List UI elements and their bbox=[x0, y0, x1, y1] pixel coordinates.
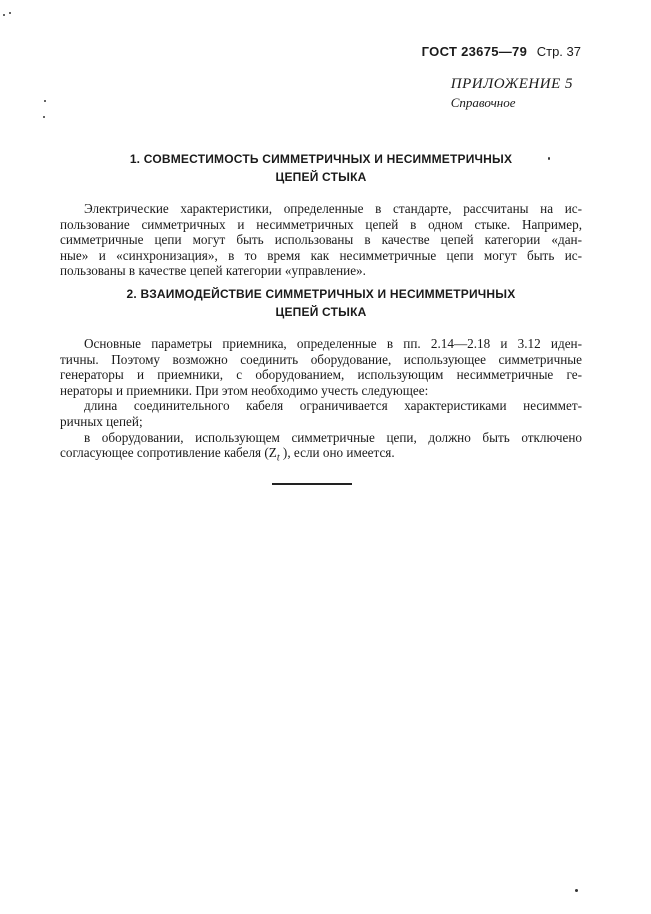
paragraph-line: генераторы и приемники, с оборудованием, использующим несимметричные ге- bbox=[60, 367, 582, 383]
appendix-subtitle: Справочное bbox=[450, 95, 516, 110]
section-2-heading bbox=[60, 285, 582, 321]
paragraph-line-formula bbox=[60, 445, 582, 466]
section-1-paragraph bbox=[60, 201, 582, 279]
scan-speck bbox=[548, 157, 550, 160]
section-1 bbox=[60, 150, 582, 279]
paragraph-line: в оборудовании, использующем симметричные цепи, должно быть отключено bbox=[84, 429, 582, 445]
section-1-heading-line2: ЦЕПЕЙ СТЫКА bbox=[275, 170, 367, 184]
section-2-paragraph bbox=[60, 336, 582, 466]
page-number: Стр. 37 bbox=[536, 44, 581, 59]
paragraph-line: ричных цепей; bbox=[60, 413, 143, 429]
formula-text-end: ), если оно имеется. bbox=[282, 445, 395, 461]
paragraph-line: длина соединительного кабеля ограничивается характеристиками несиммет- bbox=[84, 398, 582, 414]
paragraph-line: ные» и «синхронизация», в то время как несимметричные цепи могут быть ис- bbox=[60, 247, 582, 263]
appendix-label bbox=[451, 76, 573, 111]
section-2-heading-line1: 2. ВЗАИМОДЕЙСТВИЕ СИММЕТРИЧНЫХ И НЕСИММЕТРИЧНЫХ bbox=[126, 287, 516, 301]
end-rule-divider bbox=[272, 483, 352, 485]
appendix-title: ПРИЛОЖЕНИЕ 5 bbox=[450, 76, 573, 92]
section-2 bbox=[60, 285, 582, 466]
paragraph-line: пользование симметричных и несимметричных цепей в одном стыке. Например, bbox=[60, 216, 582, 232]
scan-speck bbox=[43, 116, 45, 118]
section-2-heading-line2: ЦЕПЕЙ СТЫКА bbox=[275, 305, 367, 319]
paragraph-line: пользованы в качестве цепей категории «управление». bbox=[60, 263, 366, 279]
scan-speck bbox=[575, 889, 578, 892]
formula-text: согласующее сопротивление кабеля (Z bbox=[60, 445, 277, 461]
scan-speck bbox=[9, 12, 11, 14]
formula-subscript: t bbox=[276, 452, 280, 464]
paragraph-line: симметричные цепи могут быть использованы в качестве цепей категории «дан- bbox=[60, 232, 582, 248]
section-1-heading bbox=[60, 150, 582, 186]
paragraph-line: Электрические характеристики, определенные в стандарте, рассчитаны на ис- bbox=[84, 201, 582, 216]
page-header bbox=[422, 44, 581, 59]
scan-speck bbox=[3, 14, 5, 16]
paragraph-line: тичны. Поэтому возможно соединить оборудование, использующее симметричные bbox=[60, 351, 582, 367]
scan-speck bbox=[44, 100, 46, 102]
section-1-heading-line1: 1. СОВМЕСТИМОСТЬ СИММЕТРИЧНЫХ И НЕСИММЕТРИЧНЫХ bbox=[129, 152, 513, 166]
paragraph-line: нераторы и приемники. При этом необходимо учесть следующее: bbox=[60, 382, 429, 398]
paragraph-line: Основные параметры приемника, определенные в пп. 2.14—2.18 и 3.12 иден- bbox=[84, 336, 582, 351]
standard-number: ГОСТ 23675—79 bbox=[421, 44, 528, 59]
